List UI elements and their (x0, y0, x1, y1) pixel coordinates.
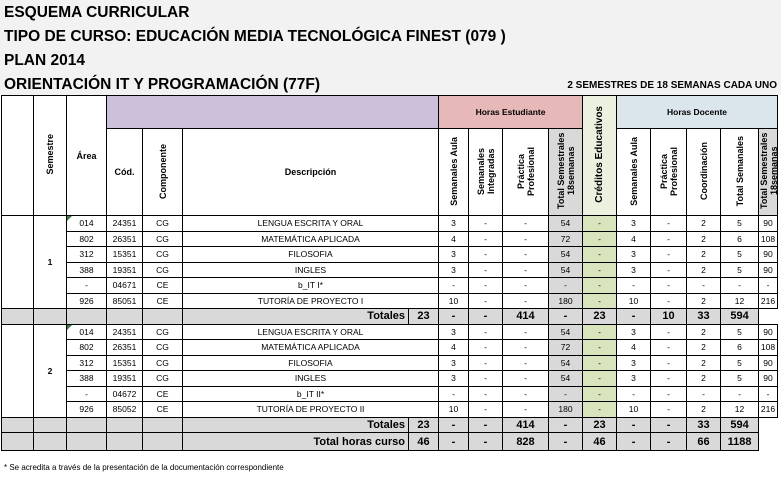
cell-creditos: - (583, 231, 617, 247)
cell-componente: CG (143, 231, 183, 247)
cell-est-practica: - (503, 293, 549, 309)
cell-componente: CG (143, 247, 183, 263)
cell-doc-practica: - (651, 231, 687, 247)
cell-cod: 85051 (107, 293, 143, 309)
cell-est-semanales-aula: 3 (439, 216, 469, 232)
table-row (2, 278, 778, 294)
cell-est-total: 54 (549, 371, 583, 387)
cell-componente: CE (143, 293, 183, 309)
cell-descripcion: TUTORÍA DE PROYECTO II (183, 402, 439, 418)
cell-doc-semanales-aula: 4 (617, 340, 651, 356)
col-doc-semanales-aula: Semanales Aula (617, 129, 651, 216)
cell-doc-practica: - (651, 216, 687, 232)
cell-doc-total-semanales: 12 (721, 402, 759, 418)
totals-row (2, 417, 778, 433)
col-descripcion: Descripción (183, 129, 439, 216)
col-doc-practica: Práctica Profesional (651, 129, 687, 216)
cell-est-semanales-aula: 3 (439, 371, 469, 387)
header-orientation: ORIENTACIÓN IT Y PROGRAMACIÓN (77F) (4, 76, 321, 93)
total-est-total: 414 (503, 417, 549, 433)
total-creditos: - (549, 417, 583, 433)
blank-cell (2, 309, 34, 325)
cell-cod: 04672 (107, 386, 143, 402)
cell-componente: CG (143, 262, 183, 278)
cell-est-total: 54 (549, 262, 583, 278)
cell-descripcion: MATEMÁTICA APLICADA (183, 340, 439, 356)
group-horas-estudiante: Horas Estudiante (439, 96, 583, 129)
cell-area: 014 (67, 324, 107, 340)
cell-est-practica: - (503, 278, 549, 294)
blank-cell (107, 309, 143, 325)
blank-cell (143, 433, 183, 451)
totals-label: Totales (183, 417, 409, 433)
total-creditos: - (549, 309, 583, 325)
col-doc-total-semestrales: Total Semestrales 18semanas (759, 129, 778, 216)
table-row (2, 386, 778, 402)
cell-doc-total-semestrales: - (759, 386, 778, 402)
cell-descripcion: b_IT I* (183, 278, 439, 294)
cell-est-total: 180 (549, 293, 583, 309)
cell-creditos: - (583, 402, 617, 418)
table-row (2, 216, 778, 232)
cell-est-semanales-integradas: - (469, 402, 503, 418)
cell-cod: 15351 (107, 355, 143, 371)
cell-creditos: - (583, 340, 617, 356)
curriculum-table (1, 95, 778, 451)
cell-doc-total-semanales: 12 (721, 293, 759, 309)
col-area: Área (67, 96, 107, 216)
cell-doc-coordinacion: 2 (687, 293, 721, 309)
blank-cell (143, 417, 183, 433)
cell-doc-total-semestrales: - (759, 278, 778, 294)
cell-area: - (67, 386, 107, 402)
cell-area: 312 (67, 247, 107, 263)
cell-descripcion: LENGUA ESCRITA Y ORAL (183, 216, 439, 232)
cell-doc-coordinacion: 2 (687, 355, 721, 371)
col-componente: Componente (143, 129, 183, 216)
cell-doc-coordinacion: 2 (687, 262, 721, 278)
cell-doc-total-semestrales: 108 (759, 231, 778, 247)
blank-cell (67, 433, 107, 451)
grand-total-est-total: 828 (503, 433, 549, 451)
col-creditos: Créditos Educativos (583, 96, 617, 216)
cell-cod: 24351 (107, 216, 143, 232)
cell-doc-practica: - (651, 355, 687, 371)
cell-doc-total-semestrales: 108 (759, 340, 778, 356)
cell-est-total: 54 (549, 216, 583, 232)
cell-est-total: 54 (549, 247, 583, 263)
cell-doc-total-semanales: 6 (721, 340, 759, 356)
cell-est-semanales-integradas: - (469, 262, 503, 278)
cell-est-semanales-aula: 4 (439, 231, 469, 247)
cell-doc-coordinacion: - (687, 278, 721, 294)
total-est-semanales-aula: 23 (409, 309, 439, 325)
table-row (2, 324, 778, 340)
table-row (2, 293, 778, 309)
blank-cell (2, 324, 34, 417)
cell-descripcion: TUTORÍA DE PROYECTO I (183, 293, 439, 309)
cell-est-total: 54 (549, 324, 583, 340)
cell-doc-total-semestrales: 216 (759, 293, 778, 309)
footnote: * Se acredita a través de la presentación de la documentación correspondiente (4, 463, 284, 472)
cell-componente: CG (143, 340, 183, 356)
cell-est-total: 72 (549, 231, 583, 247)
cell-doc-coordinacion: 2 (687, 247, 721, 263)
cell-est-practica: - (503, 355, 549, 371)
header-semesters-note: 2 SEMESTRES DE 18 SEMANAS CADA UNO (567, 80, 777, 91)
col-est-semanales-aula: Semanales Aula (439, 129, 469, 216)
blank-corner (2, 96, 34, 216)
cell-cod: 26351 (107, 340, 143, 356)
cell-doc-practica: - (651, 262, 687, 278)
cell-est-practica: - (503, 324, 549, 340)
cell-est-semanales-aula: 3 (439, 324, 469, 340)
cell-area: 014 (67, 216, 107, 232)
cell-creditos: - (583, 247, 617, 263)
cell-creditos: - (583, 278, 617, 294)
total-doc-coordinacion: 10 (651, 309, 687, 325)
cell-descripcion: INGLES (183, 262, 439, 278)
table-row (2, 262, 778, 278)
cell-doc-practica: - (651, 278, 687, 294)
cell-area: 926 (67, 402, 107, 418)
table-row (2, 355, 778, 371)
total-doc-semanales-aula: 23 (583, 417, 617, 433)
cell-area: 312 (67, 355, 107, 371)
cell-descripcion: FILOSOFIA (183, 247, 439, 263)
cell-est-semanales-integradas: - (469, 293, 503, 309)
blank-cell (2, 433, 34, 451)
cell-creditos: - (583, 355, 617, 371)
cell-est-semanales-integradas: - (469, 355, 503, 371)
cell-doc-practica: - (651, 371, 687, 387)
grand-total-doc-practica: - (617, 433, 651, 451)
semester-number: 1 (34, 216, 67, 309)
cell-est-practica: - (503, 371, 549, 387)
cell-doc-semanales-aula: 3 (617, 324, 651, 340)
cell-doc-total-semestrales: 90 (759, 247, 778, 263)
blank-cell (2, 417, 34, 433)
cell-cod: 26351 (107, 231, 143, 247)
col-cod: Cód. (107, 129, 143, 216)
header-course-type: TIPO DE CURSO: EDUCACIÓN MEDIA TECNOLÓGICA FINEST (079 ) (4, 28, 506, 45)
cell-creditos: - (583, 324, 617, 340)
cell-doc-total-semanales: 5 (721, 355, 759, 371)
col-est-practica: Práctica Profesional (503, 129, 549, 216)
cell-doc-semanales-aula: 3 (617, 355, 651, 371)
cell-est-practica: - (503, 262, 549, 278)
cell-cod: 24351 (107, 324, 143, 340)
grand-total-est-semanales-integradas: - (439, 433, 469, 451)
cell-est-semanales-aula: 3 (439, 262, 469, 278)
cell-componente: CE (143, 386, 183, 402)
cell-creditos: - (583, 371, 617, 387)
cell-componente: CE (143, 278, 183, 294)
cell-est-total: 72 (549, 340, 583, 356)
cell-componente: CG (143, 324, 183, 340)
semester-number: 2 (34, 324, 67, 417)
grand-total-row (2, 433, 778, 451)
cell-doc-coordinacion: 2 (687, 324, 721, 340)
table-row (2, 231, 778, 247)
cell-est-semanales-integradas: - (469, 340, 503, 356)
total-doc-total-semestrales: 594 (721, 417, 759, 433)
cell-doc-total-semanales: 5 (721, 247, 759, 263)
cell-doc-practica: - (651, 402, 687, 418)
cell-est-semanales-aula: 4 (439, 340, 469, 356)
cell-est-practica: - (503, 402, 549, 418)
total-doc-coordinacion: - (651, 417, 687, 433)
cell-creditos: - (583, 262, 617, 278)
cell-est-semanales-integradas: - (469, 216, 503, 232)
cell-est-semanales-aula: 3 (439, 247, 469, 263)
grand-total-est-semanales-aula: 46 (409, 433, 439, 451)
cell-doc-practica: - (651, 293, 687, 309)
cell-area: 802 (67, 340, 107, 356)
cell-est-semanales-aula: 3 (439, 355, 469, 371)
blank-cell (143, 309, 183, 325)
cell-doc-practica: - (651, 340, 687, 356)
totals-row (2, 309, 778, 325)
table-row (2, 340, 778, 356)
cell-doc-total-semanales: 5 (721, 371, 759, 387)
cell-componente: CG (143, 371, 183, 387)
cell-doc-coordinacion: 2 (687, 371, 721, 387)
cell-cod: 04671 (107, 278, 143, 294)
total-doc-practica: - (617, 309, 651, 325)
cell-area: 802 (67, 231, 107, 247)
blank-cell (34, 309, 67, 325)
cell-doc-semanales-aula: 3 (617, 216, 651, 232)
cell-est-semanales-integradas: - (469, 278, 503, 294)
cell-doc-semanales-aula: 4 (617, 231, 651, 247)
cell-descripcion: FILOSOFIA (183, 355, 439, 371)
document-header (0, 0, 781, 95)
header-plan: PLAN 2014 (4, 52, 85, 69)
cell-area: 388 (67, 262, 107, 278)
total-est-semanales-integradas: - (439, 417, 469, 433)
cell-est-total: 180 (549, 402, 583, 418)
cell-doc-semanales-aula: - (617, 278, 651, 294)
cell-cod: 85052 (107, 402, 143, 418)
cell-descripcion: MATEMÁTICA APLICADA (183, 231, 439, 247)
cell-doc-total-semestrales: 90 (759, 355, 778, 371)
cell-doc-total-semestrales: 90 (759, 371, 778, 387)
cell-doc-coordinacion: - (687, 386, 721, 402)
cell-est-semanales-integradas: - (469, 231, 503, 247)
cell-creditos: - (583, 216, 617, 232)
cell-doc-total-semanales: - (721, 386, 759, 402)
cell-est-practica: - (503, 231, 549, 247)
cell-est-semanales-aula: 10 (439, 402, 469, 418)
cell-cod: 15351 (107, 247, 143, 263)
cell-area: 926 (67, 293, 107, 309)
cell-doc-total-semanales: - (721, 278, 759, 294)
cell-doc-semanales-aula: 10 (617, 402, 651, 418)
col-semestre: Semestre (34, 96, 67, 216)
total-doc-total-semestrales: 594 (721, 309, 759, 325)
cell-doc-semanales-aula: - (617, 386, 651, 402)
cell-componente: CG (143, 216, 183, 232)
header-row-columns (2, 129, 778, 216)
col-doc-total-semanales: Total Semanales (721, 129, 759, 216)
blank-cell (107, 433, 143, 451)
total-est-practica: - (469, 309, 503, 325)
table-row (2, 371, 778, 387)
cell-doc-practica: - (651, 247, 687, 263)
lavender-band (107, 96, 439, 129)
cell-doc-total-semestrales: 90 (759, 324, 778, 340)
cell-est-practica: - (503, 247, 549, 263)
cell-creditos: - (583, 293, 617, 309)
blank-cell (67, 417, 107, 433)
grand-total-label: Total horas curso (183, 433, 409, 451)
cell-doc-semanales-aula: 10 (617, 293, 651, 309)
grand-total-doc-total-semestrales: 1188 (721, 433, 759, 451)
table-row (2, 247, 778, 263)
cell-doc-coordinacion: 2 (687, 231, 721, 247)
cell-est-semanales-aula: 10 (439, 293, 469, 309)
cell-componente: CG (143, 355, 183, 371)
cell-doc-total-semestrales: 90 (759, 216, 778, 232)
grand-total-doc-coordinacion: - (651, 433, 687, 451)
cell-doc-coordinacion: 2 (687, 340, 721, 356)
cell-doc-total-semanales: 6 (721, 231, 759, 247)
total-doc-semanales-aula: 23 (583, 309, 617, 325)
cell-doc-total-semanales: 5 (721, 324, 759, 340)
header-row-groups (2, 96, 778, 129)
cell-componente: CE (143, 402, 183, 418)
cell-doc-total-semestrales: 90 (759, 262, 778, 278)
cell-creditos: - (583, 386, 617, 402)
cell-doc-semanales-aula: 3 (617, 247, 651, 263)
cell-est-semanales-aula: - (439, 278, 469, 294)
totals-label: Totales (183, 309, 409, 325)
cell-est-semanales-aula: - (439, 386, 469, 402)
header-title: ESQUEMA CURRICULAR (4, 4, 190, 21)
cell-cod: 19351 (107, 371, 143, 387)
cell-doc-coordinacion: 2 (687, 402, 721, 418)
group-horas-docente: Horas Docente (617, 96, 778, 129)
col-est-total: Total Semestrales 18semanas (549, 129, 583, 216)
blank-cell (107, 417, 143, 433)
cell-est-total: 54 (549, 355, 583, 371)
cell-doc-semanales-aula: 3 (617, 371, 651, 387)
cell-doc-coordinacion: 2 (687, 216, 721, 232)
cell-est-semanales-integradas: - (469, 371, 503, 387)
cell-descripcion: LENGUA ESCRITA Y ORAL (183, 324, 439, 340)
blank-cell (67, 309, 107, 325)
grand-total-doc-total-semanales: 66 (687, 433, 721, 451)
col-doc-coordinacion: Coordinación (687, 129, 721, 216)
cell-cod: 19351 (107, 262, 143, 278)
cell-est-semanales-integradas: - (469, 386, 503, 402)
cell-area: 388 (67, 371, 107, 387)
cell-est-practica: - (503, 340, 549, 356)
cell-est-practica: - (503, 386, 549, 402)
cell-est-practica: - (503, 216, 549, 232)
cell-descripcion: INGLES (183, 371, 439, 387)
col-est-semanales-integradas: Semanales Integradas (469, 129, 503, 216)
total-doc-total-semanales: 33 (687, 309, 721, 325)
cell-doc-practica: - (651, 324, 687, 340)
table-row (2, 402, 778, 418)
total-doc-practica: - (617, 417, 651, 433)
cell-descripcion: b_IT II* (183, 386, 439, 402)
cell-doc-total-semestrales: 216 (759, 402, 778, 418)
cell-doc-semanales-aula: 3 (617, 262, 651, 278)
grand-total-doc-semanales-aula: 46 (583, 433, 617, 451)
cell-doc-total-semanales: 5 (721, 262, 759, 278)
blank-cell (34, 433, 67, 451)
total-doc-total-semanales: 33 (687, 417, 721, 433)
total-est-semanales-integradas: - (439, 309, 469, 325)
blank-cell (2, 216, 34, 309)
cell-est-semanales-integradas: - (469, 324, 503, 340)
cell-doc-practica: - (651, 386, 687, 402)
cell-est-total: - (549, 386, 583, 402)
cell-est-semanales-integradas: - (469, 247, 503, 263)
cell-doc-total-semanales: 5 (721, 216, 759, 232)
total-est-semanales-aula: 23 (409, 417, 439, 433)
total-est-practica: - (469, 417, 503, 433)
cell-est-total: - (549, 278, 583, 294)
grand-total-creditos: - (549, 433, 583, 451)
blank-cell (34, 417, 67, 433)
grand-total-est-practica: - (469, 433, 503, 451)
total-est-total: 414 (503, 309, 549, 325)
cell-area: - (67, 278, 107, 294)
